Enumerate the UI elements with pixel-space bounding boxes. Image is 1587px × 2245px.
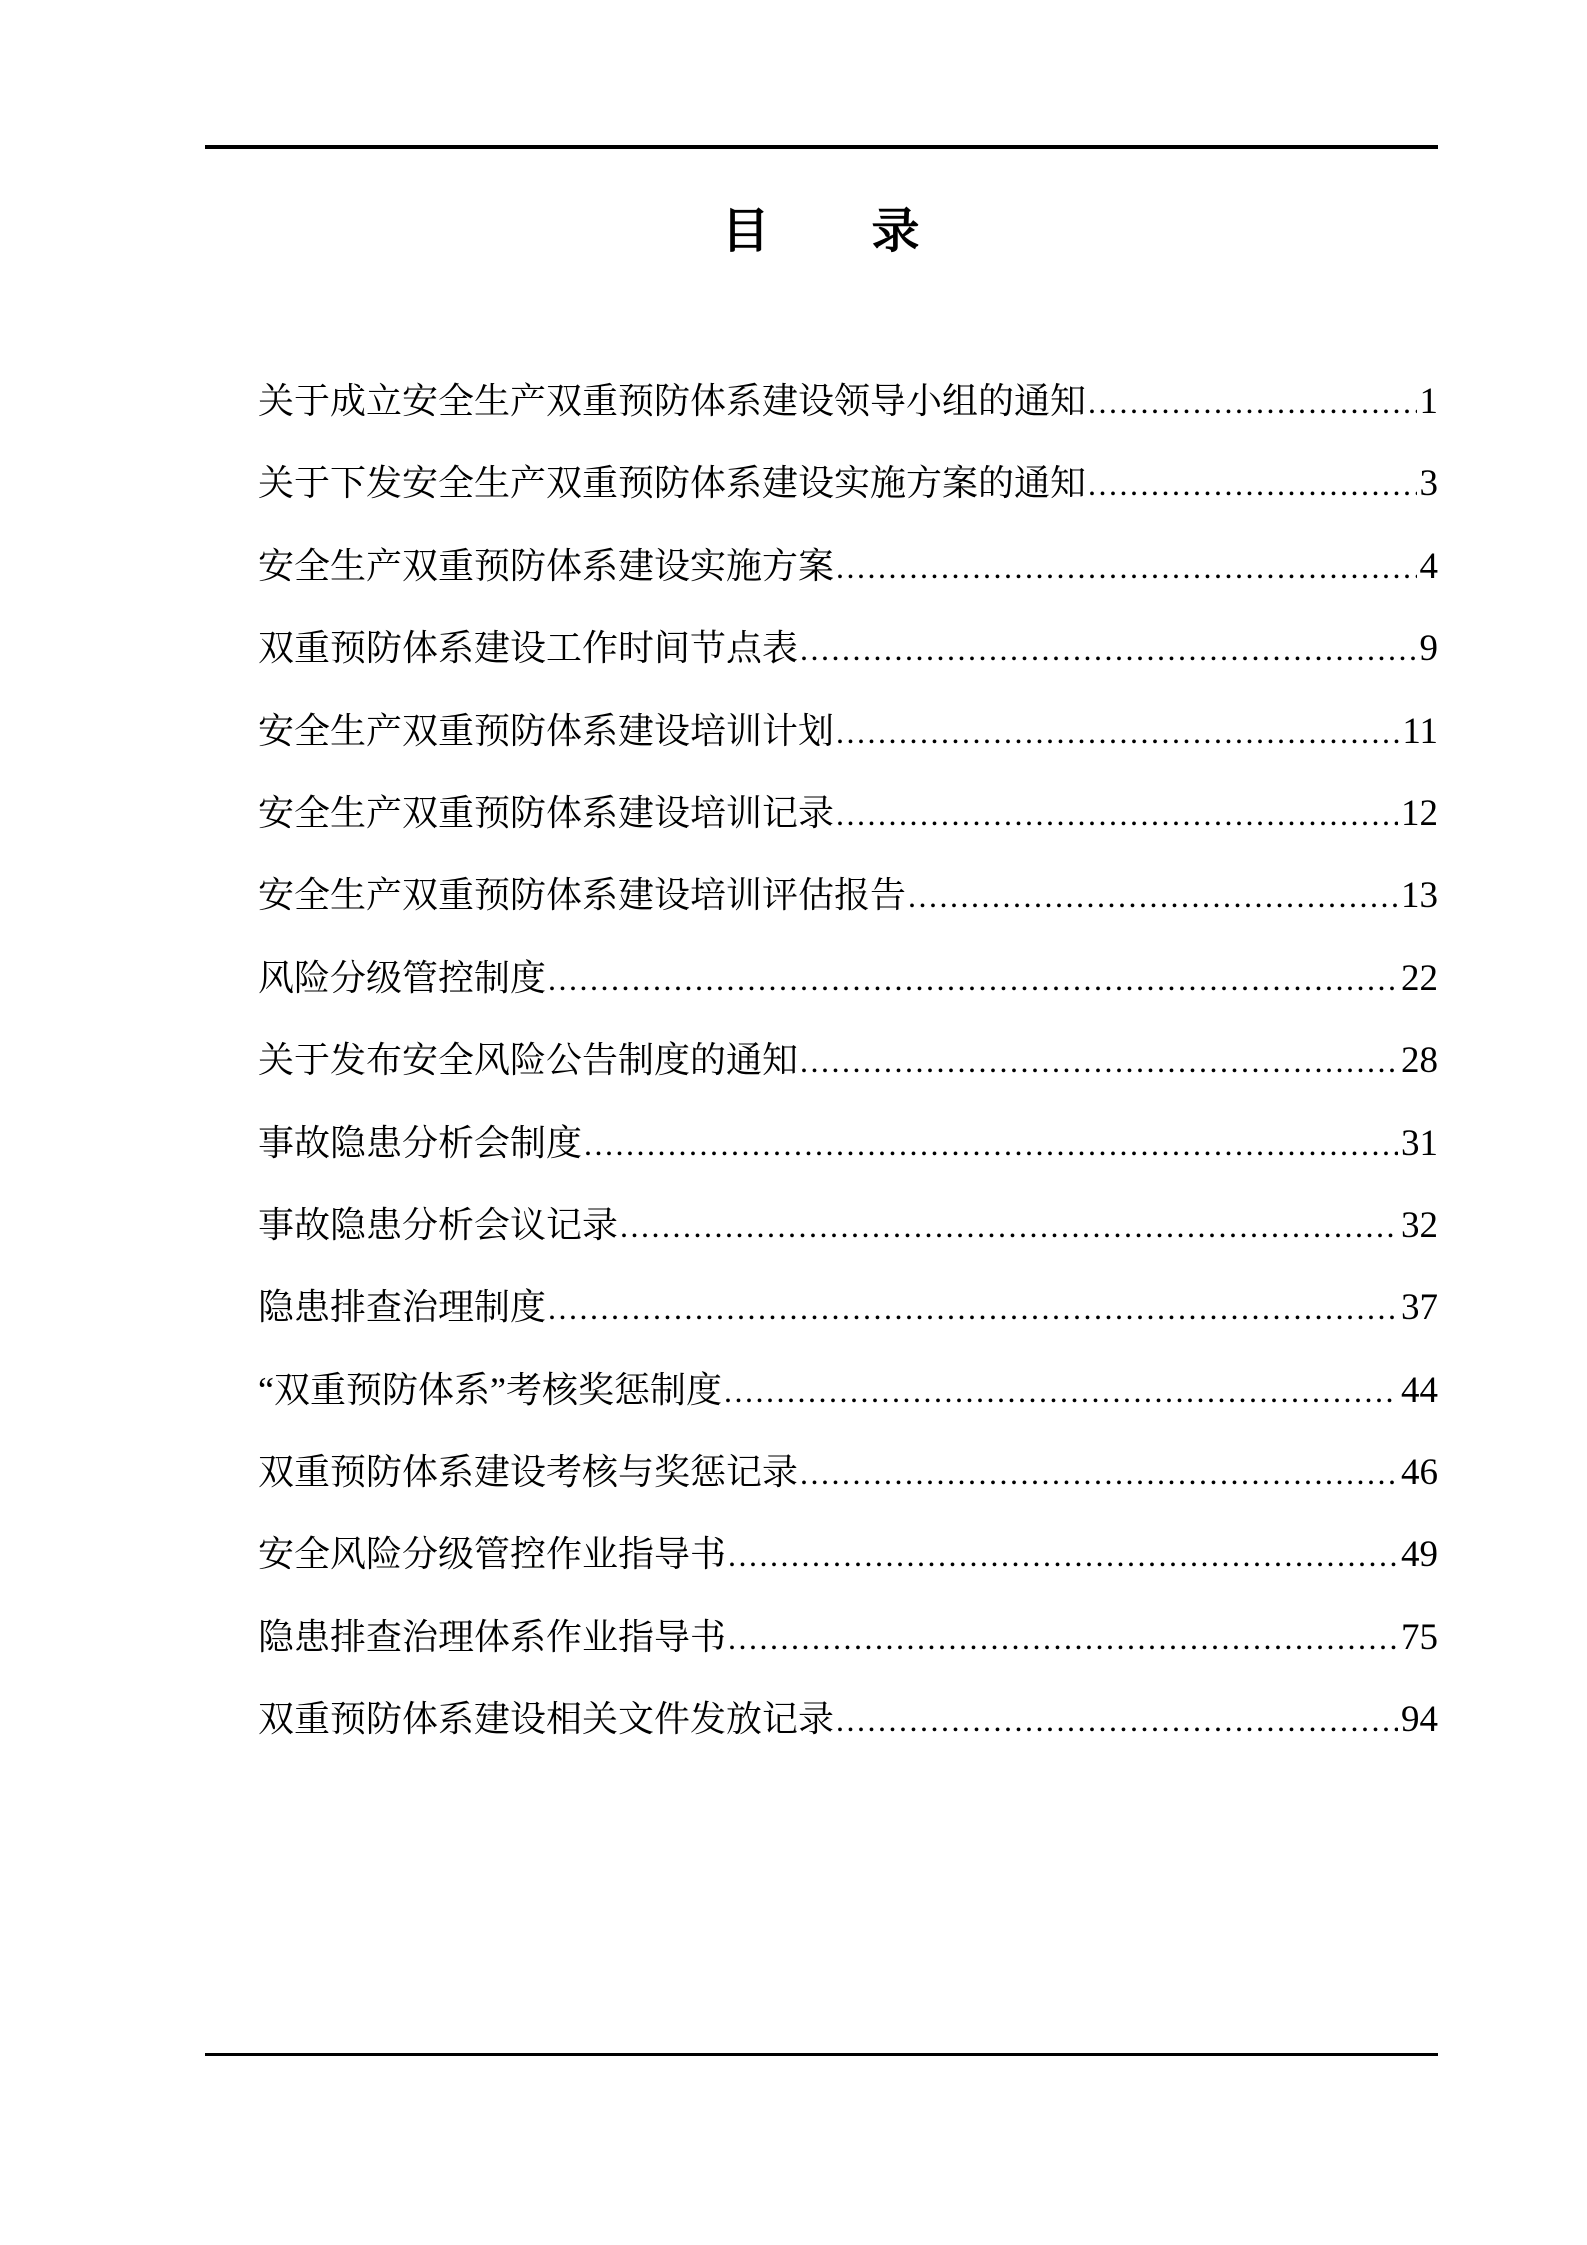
toc-entry-title: 安全生产双重预防体系建设培训记录 (258, 792, 835, 833)
toc-entry-title: 安全生产双重预防体系建设培训计划 (258, 710, 835, 751)
toc-page-number: 11 (1402, 710, 1438, 752)
toc-page-number: 37 (1401, 1287, 1438, 1329)
toc-entry-title: 隐患排查治理体系作业指导书 (258, 1616, 727, 1657)
toc-entry-title: 关于发布安全风险公告制度的通知 (258, 1040, 799, 1081)
footer-rule (205, 2053, 1438, 2056)
toc-page-number: 46 (1401, 1452, 1438, 1494)
toc-entry-title: 风险分级管控制度 (258, 957, 547, 998)
toc-leader-dots (548, 937, 1398, 1020)
toc-page-number: 4 (1419, 545, 1438, 587)
toc-entry[interactable] (258, 1184, 1438, 1266)
toc-page-number: 28 (1401, 1040, 1438, 1082)
toc-page-number: 1 (1419, 381, 1438, 422)
toc-leader-dots (1088, 360, 1416, 443)
toc-entry[interactable] (258, 1596, 1438, 1678)
toc-leader-dots (800, 1019, 1398, 1102)
toc-leader-dots (584, 1102, 1398, 1185)
toc-entry-title: 事故隐患分析会制度 (258, 1122, 583, 1163)
toc-entry[interactable] (258, 854, 1438, 936)
toc-page-number: 9 (1419, 628, 1438, 670)
toc-page-number: 49 (1401, 1534, 1438, 1576)
toc-entry[interactable] (258, 1678, 1438, 1760)
toc-page-number: 44 (1401, 1369, 1438, 1411)
toc-leader-dots (548, 1266, 1398, 1349)
toc-entry[interactable] (258, 1513, 1438, 1595)
toc-leader-dots (728, 1513, 1398, 1596)
toc-title: 目 录 (721, 205, 922, 258)
toc-entry-title: 关于成立安全生产双重预防体系建设领导小组的通知 (258, 381, 1087, 421)
toc-entry[interactable] (258, 1349, 1438, 1431)
toc-entry-title: “双重预防体系”考核奖惩制度 (258, 1369, 722, 1410)
toc-entry[interactable] (258, 442, 1438, 524)
toc-entry[interactable] (258, 607, 1438, 689)
toc-entry-title: 隐患排查治理制度 (258, 1287, 547, 1328)
toc-entry[interactable] (258, 1431, 1438, 1513)
toc-page-number: 31 (1401, 1122, 1438, 1164)
toc-entry-title: 事故隐患分析会议记录 (258, 1204, 619, 1245)
toc-entry[interactable] (258, 937, 1438, 1019)
toc-page-number: 3 (1419, 463, 1438, 505)
toc-entry-title: 关于下发安全生产双重预防体系建设实施方案的通知 (258, 463, 1087, 504)
toc-entry[interactable] (258, 1102, 1438, 1184)
toc-leader-dots (800, 607, 1416, 690)
toc-entry-title: 安全风险分级管控作业指导书 (258, 1534, 727, 1575)
toc-entry[interactable] (258, 525, 1438, 607)
toc-page-number: 75 (1401, 1616, 1438, 1658)
toc-leader-dots (908, 854, 1398, 937)
toc-page-number: 22 (1401, 957, 1438, 999)
toc-leader-dots (836, 772, 1398, 855)
toc-entry[interactable] (258, 1019, 1438, 1101)
toc-page-number: 94 (1401, 1699, 1438, 1741)
toc-page-number: 12 (1401, 792, 1438, 834)
toc-entry-title: 双重预防体系建设相关文件发放记录 (258, 1699, 835, 1740)
toc-entry-title: 安全生产双重预防体系建设实施方案 (258, 545, 835, 586)
toc-leader-dots (836, 1678, 1398, 1761)
toc-entry[interactable] (258, 1266, 1438, 1348)
toc-leader-dots (836, 525, 1416, 608)
toc-entry-title: 双重预防体系建设考核与奖惩记录 (258, 1452, 799, 1493)
toc-entry[interactable] (258, 360, 1438, 442)
toc-entry-title: 安全生产双重预防体系建设培训评估报告 (258, 875, 907, 916)
toc-leader-dots (836, 690, 1399, 773)
toc-leader-dots (724, 1349, 1398, 1432)
toc-page-number: 32 (1401, 1204, 1438, 1246)
toc-entry-title: 双重预防体系建设工作时间节点表 (258, 628, 799, 669)
toc-entry[interactable] (258, 690, 1438, 772)
toc-leader-dots (620, 1184, 1398, 1267)
toc-leader-dots (800, 1431, 1398, 1514)
toc-entry[interactable] (258, 772, 1438, 854)
header-rule (205, 145, 1438, 149)
toc-leader-dots (1088, 442, 1416, 525)
toc-leader-dots (728, 1596, 1398, 1679)
toc-list (258, 360, 1438, 1761)
toc-page-number: 13 (1401, 875, 1438, 917)
